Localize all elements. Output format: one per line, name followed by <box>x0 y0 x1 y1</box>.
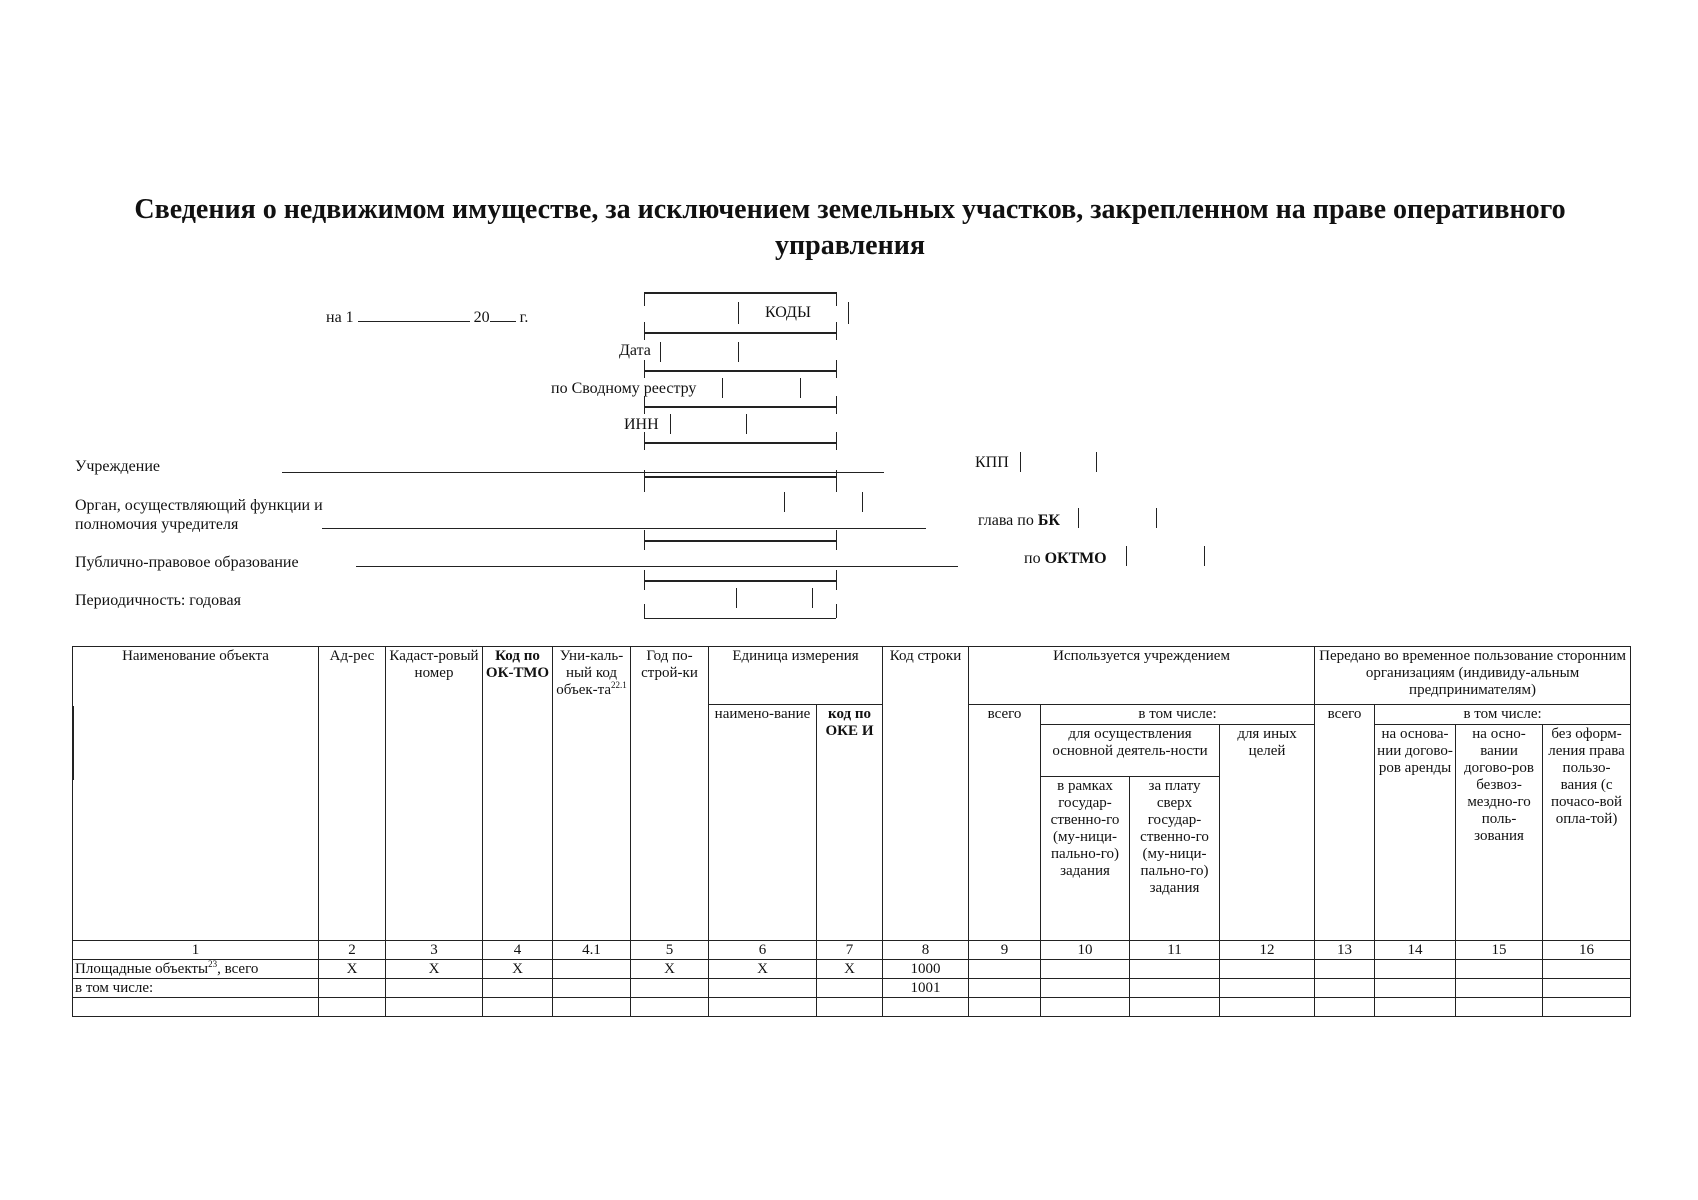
row-name[interactable] <box>73 998 319 1017</box>
header-used-other: для иных целей <box>1220 725 1315 941</box>
table-cell[interactable] <box>1375 998 1456 1017</box>
header-used-state: в рамках государ-ственно-го (му-ници-пально-го) задания <box>1041 777 1130 941</box>
header-used: Используется учреждением <box>969 647 1315 705</box>
table-cell[interactable] <box>1456 998 1543 1017</box>
header-address: Ад-рес <box>319 647 386 941</box>
public-entity-field[interactable] <box>356 566 958 567</box>
col-num: 10 <box>1041 941 1130 960</box>
table-row <box>73 998 1631 1017</box>
oktmo-label-prefix: по <box>1024 550 1041 567</box>
institution-field[interactable] <box>282 472 884 473</box>
table-cell[interactable] <box>1041 960 1130 979</box>
table-cell[interactable] <box>1315 979 1375 998</box>
table-cell[interactable] <box>969 998 1041 1017</box>
date-day-month-field[interactable] <box>358 306 470 322</box>
table-cell[interactable]: X <box>709 960 817 979</box>
row-name-suffix: , всего <box>217 960 259 977</box>
oktmo-label-bold: ОКТМО <box>1044 550 1107 567</box>
property-table <box>72 646 1631 1017</box>
row-name-text: Площадные объекты <box>75 960 209 977</box>
header-row-code: Код строки <box>883 647 969 941</box>
header-unique-code-note: 22.1 <box>611 680 627 690</box>
table-cell[interactable]: X <box>817 960 883 979</box>
table-cell[interactable] <box>553 979 631 998</box>
header-unique-code-text: Уни-каль-ный код объек-та <box>556 648 624 698</box>
row-name <box>73 960 319 979</box>
table-cell[interactable] <box>1220 998 1315 1017</box>
table-cell[interactable] <box>1130 998 1220 1017</box>
table-cell[interactable]: X <box>386 960 483 979</box>
date-code-label: Дата <box>619 342 651 359</box>
col-num: 7 <box>817 941 883 960</box>
header-tr-nodoc: без оформ-ления права пользо-вания (с почасо-вой опла-той) <box>1543 725 1631 941</box>
table-cell[interactable] <box>483 998 553 1017</box>
registry-code-label: по Сводному реестру <box>551 380 697 397</box>
margin-mark <box>72 706 74 780</box>
row-code-cell <box>883 998 969 1017</box>
table-cell[interactable] <box>709 998 817 1017</box>
bk-code-label <box>978 512 1060 530</box>
col-num: 12 <box>1220 941 1315 960</box>
table-row <box>73 979 1631 998</box>
table-cell[interactable] <box>1130 960 1220 979</box>
table-cell[interactable]: X <box>483 960 553 979</box>
table-cell[interactable] <box>319 979 386 998</box>
table-cell[interactable] <box>319 998 386 1017</box>
table-cell[interactable] <box>1375 960 1456 979</box>
table-cell[interactable] <box>1041 979 1130 998</box>
table-cell[interactable] <box>1041 998 1130 1017</box>
header-unique-code <box>553 647 631 941</box>
date-prefix: на 1 <box>326 309 354 326</box>
table-cell[interactable] <box>386 998 483 1017</box>
col-num: 14 <box>1375 941 1456 960</box>
col-num: 1 <box>73 941 319 960</box>
row-code-cell: 1000 <box>883 960 969 979</box>
row-code-cell: 1001 <box>883 979 969 998</box>
page-title: Сведения о недвижимом имуществе, за исключением земельных участков, закрепленном на праве оперативного управления <box>134 194 1566 261</box>
institution-label: Учреждение <box>75 458 160 475</box>
table-cell[interactable] <box>817 979 883 998</box>
table-cell[interactable] <box>1543 979 1631 998</box>
header-tr-lease: на основа-нии догово-ров аренды <box>1375 725 1456 941</box>
table-cell[interactable] <box>553 998 631 1017</box>
header-name: Наименование объекта <box>73 647 319 941</box>
table-cell[interactable] <box>1220 979 1315 998</box>
table-cell[interactable] <box>631 979 709 998</box>
table-cell[interactable] <box>1543 998 1631 1017</box>
year-field[interactable] <box>490 306 516 322</box>
kpp-code-label: КПП <box>975 454 1009 471</box>
table-cell[interactable] <box>969 960 1041 979</box>
header-unit-okei: код по ОКЕ И <box>817 705 883 941</box>
table-cell[interactable] <box>817 998 883 1017</box>
header-oktmo: Код по ОК-ТМО <box>483 647 553 941</box>
table-cell[interactable] <box>969 979 1041 998</box>
col-num: 11 <box>1130 941 1220 960</box>
table-cell[interactable]: X <box>319 960 386 979</box>
table-cell[interactable] <box>1543 960 1631 979</box>
founder-label-line1: Орган, осуществляющий функции и <box>75 497 323 514</box>
inn-code-label: ИНН <box>624 416 659 433</box>
report-date-line <box>326 306 528 327</box>
header-used-main: для осуществления основной деятель-ности <box>1041 725 1220 777</box>
col-num: 3 <box>386 941 483 960</box>
column-numbers-row <box>73 941 1631 960</box>
table-cell[interactable]: X <box>631 960 709 979</box>
header-transferred: Передано во временное пользование сторонним организациям (индивиду-альным предпринимателям) <box>1315 647 1631 705</box>
table-cell[interactable] <box>553 960 631 979</box>
year-prefix: 20 <box>473 309 490 326</box>
periodicity-label: Периодичность: годовая <box>75 592 241 609</box>
col-num: 4.1 <box>553 941 631 960</box>
table-cell[interactable] <box>1456 960 1543 979</box>
col-num: 13 <box>1315 941 1375 960</box>
header-tr-free: на осно-вании догово-ров безвоз-мездно-го поль-зования <box>1456 725 1543 941</box>
col-num: 8 <box>883 941 969 960</box>
table-cell[interactable] <box>1220 960 1315 979</box>
header-used-incl: в том числе: <box>1041 705 1315 725</box>
table-cell[interactable] <box>1456 979 1543 998</box>
header-unit-name: наимено-вание <box>709 705 817 941</box>
oktmo-code-label <box>1024 550 1107 568</box>
col-num: 2 <box>319 941 386 960</box>
bk-label-prefix: глава по <box>978 512 1034 529</box>
col-num: 6 <box>709 941 817 960</box>
table-cell[interactable] <box>1315 998 1375 1017</box>
header-cadastral: Кадаст-ровый номер <box>386 647 483 941</box>
founder-field[interactable] <box>322 528 926 529</box>
header-year-built: Год по-строй-ки <box>631 647 709 941</box>
founder-label-line2: полномочия учредителя <box>75 516 239 533</box>
table-cell[interactable] <box>386 979 483 998</box>
founder-label <box>75 496 323 534</box>
table-cell[interactable] <box>1130 979 1220 998</box>
public-entity-label: Публично-правовое образование <box>75 554 299 571</box>
col-num: 9 <box>969 941 1041 960</box>
row-name: в том числе: <box>73 979 319 998</box>
table-cell[interactable] <box>1315 960 1375 979</box>
header-used-total: всего <box>969 705 1041 941</box>
table-row <box>73 960 1631 979</box>
table-cell[interactable] <box>631 998 709 1017</box>
col-num: 16 <box>1543 941 1631 960</box>
col-num: 5 <box>631 941 709 960</box>
year-suffix: г. <box>519 309 529 326</box>
table-cell[interactable] <box>709 979 817 998</box>
bk-label-bold: БК <box>1037 512 1061 529</box>
header-used-paid: за плату сверх государ-ственно-го (му-ници-пально-го) задания <box>1130 777 1220 941</box>
row-name-note: 23 <box>208 959 218 969</box>
header-tr-total: всего <box>1315 705 1375 941</box>
codes-header: КОДЫ <box>765 304 811 321</box>
col-num: 4 <box>483 941 553 960</box>
table-cell[interactable] <box>483 979 553 998</box>
header-tr-incl: в том числе: <box>1375 705 1631 725</box>
table-cell[interactable] <box>1375 979 1456 998</box>
header-unit: Единица измерения <box>709 647 883 705</box>
col-num: 15 <box>1456 941 1543 960</box>
